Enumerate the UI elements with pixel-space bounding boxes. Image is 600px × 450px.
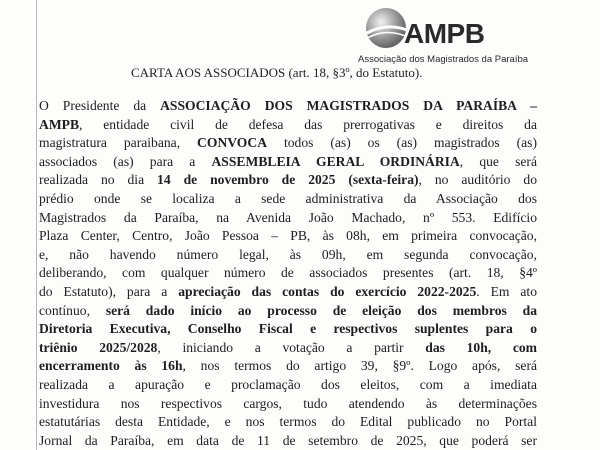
- body-line: [39, 283, 537, 300]
- body-line: [39, 376, 537, 393]
- body-text: Plaza Center, Centro, João Pessoa – PB, às 08h, em primeira convocação,: [39, 228, 537, 244]
- body-line: [39, 264, 537, 281]
- body-line: [39, 246, 537, 263]
- body-text: , iniciando a votação a partir: [157, 339, 426, 355]
- letter-heading: CARTA AOS ASSOCIADOS (art. 18, §3º, do Estatuto).: [131, 65, 423, 80]
- body-text: associados (as) para a: [39, 153, 212, 169]
- body-text: e, não havendo número legal, às 09h, em segunda convocação,: [39, 246, 537, 262]
- body-text: do Estatuto), para a: [39, 284, 179, 299]
- bold-text: das 10h, com: [425, 339, 537, 355]
- body-text: , entidade civil de defesa das prerrogativas e direitos da: [79, 116, 537, 132]
- body-line: [39, 97, 537, 114]
- body-text: . Em ato: [476, 284, 538, 299]
- body-line: [39, 357, 537, 374]
- body-text: prédio onde se localiza a sede administrativa da Associação dos: [39, 191, 537, 206]
- body-text: todos (as) os (as) magistrados (as): [267, 135, 537, 151]
- body-text: realizada no dia: [39, 172, 158, 188]
- body-text: Magistrados da Paraíba, na Avenida João Machado, nº 553. Edifício: [39, 209, 537, 225]
- body-line: [39, 190, 537, 207]
- body-line: [39, 171, 537, 188]
- body-line: [39, 227, 537, 244]
- body-text: contínuo,: [39, 302, 106, 318]
- body-line: [39, 209, 537, 226]
- body-text: , nos termos do artigo 39, §9º. Logo após, será: [182, 358, 538, 374]
- bold-text: encerramento às 16h: [39, 358, 183, 374]
- body-text: deliberando, com qualquer número de associados presentes (art. 18, §4º: [39, 265, 537, 281]
- body-line: [39, 432, 537, 449]
- margin-line: [36, 0, 37, 450]
- bold-text: AMPB: [39, 116, 80, 132]
- body-line: [39, 320, 537, 337]
- body-text: , que será: [459, 153, 537, 169]
- bold-text: será dado início ao processo de eleição dos membros da: [105, 302, 537, 318]
- logo-subtitle: Associação dos Magistrados da Paraíba: [358, 54, 529, 65]
- body-text: , no auditório do: [418, 172, 537, 188]
- body-text: magistratura paraibana,: [39, 135, 198, 151]
- body-line: [39, 116, 537, 133]
- body-line: [39, 395, 537, 412]
- bold-text: 14 de novembro de 2025 (sexta-feira): [157, 172, 419, 188]
- bold-text: apreciação das contas do exercício 2022-2025: [178, 284, 477, 299]
- body-text: estatutárias desta Entidade, e nos termos do Edital publicado no Portal: [39, 414, 537, 430]
- bold-text: triênio 2025/2028: [39, 339, 158, 355]
- bold-text: CONVOCA: [197, 135, 268, 151]
- body-line: [39, 339, 537, 356]
- body-line: [39, 134, 537, 151]
- body-text: Jornal da Paraíba, em data de 11 de setembro de 2025, que poderá ser: [39, 432, 537, 448]
- body-text: realizada a apuração e proclamação dos eleitos, com a imediata: [39, 377, 537, 392]
- body-line: [39, 302, 537, 319]
- bold-text: ASSEMBLEIA GERAL ORDINÁRIA: [211, 153, 460, 169]
- body-text: investidura nos respectivos cargos, tudo atendendo às determinações: [39, 395, 537, 411]
- bold-text: Diretoria Executiva, Conselho Fiscal e respectivos suplentes para o: [39, 321, 537, 337]
- body-line: [39, 153, 537, 170]
- logo-name: AMPB: [404, 18, 485, 49]
- bold-text: ASSOCIAÇÃO DOS MAGISTRADOS DA PARAÍBA –: [160, 98, 537, 113]
- ampb-logo: [356, 6, 560, 68]
- body-text: O Presidente da: [39, 98, 161, 113]
- body-line: [39, 413, 537, 430]
